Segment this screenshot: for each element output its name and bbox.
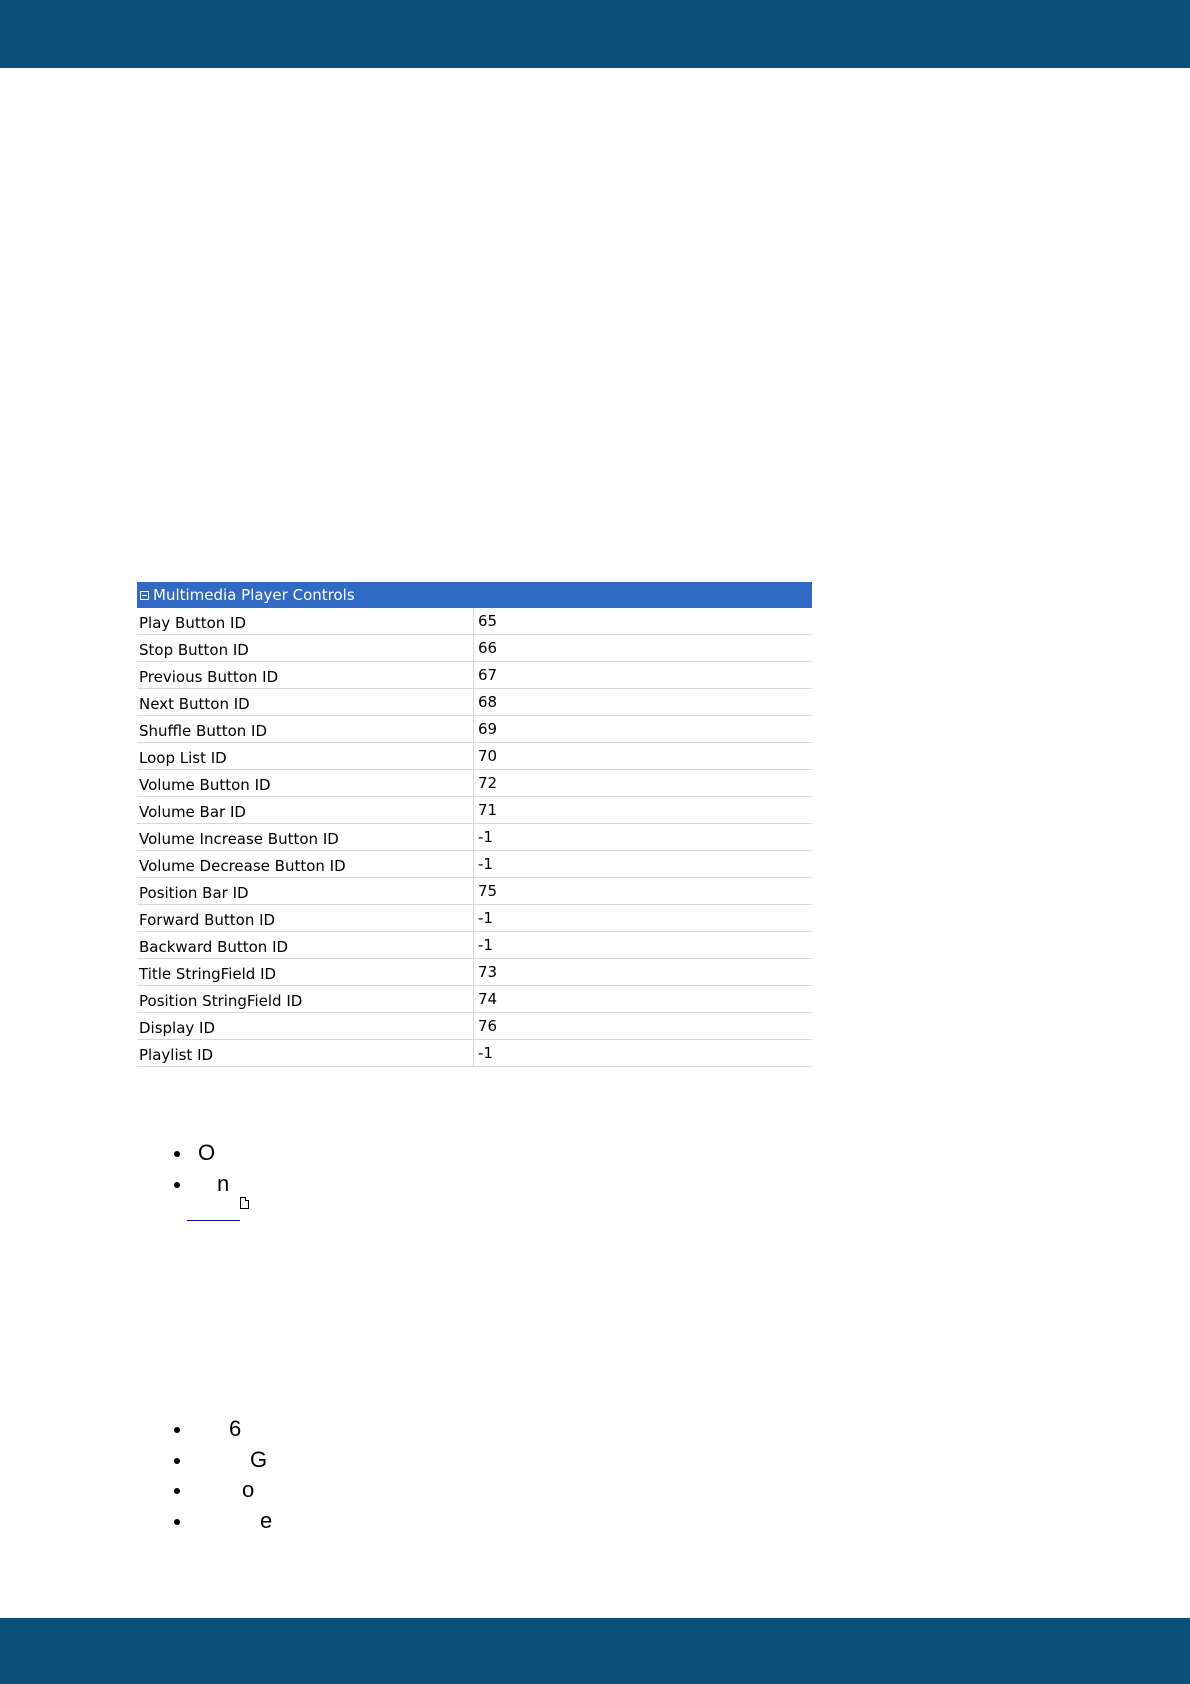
- property-value[interactable]: -1: [478, 828, 493, 846]
- bullet-icon: [174, 1519, 180, 1525]
- property-row[interactable]: [137, 689, 812, 716]
- property-row[interactable]: [137, 797, 812, 824]
- list-item-text: n: [217, 1170, 230, 1196]
- category-label: Multimedia Player Controls: [153, 586, 355, 604]
- property-value[interactable]: 74: [478, 990, 498, 1008]
- property-value[interactable]: 69: [478, 720, 498, 738]
- property-name: Loop List ID: [137, 743, 474, 769]
- bullet-icon: [174, 1151, 180, 1157]
- property-name: Next Button ID: [137, 689, 474, 715]
- bullet-icon: [174, 1488, 180, 1494]
- list-item-text: G: [250, 1446, 268, 1472]
- property-row[interactable]: [137, 932, 812, 959]
- property-row[interactable]: [137, 1013, 812, 1040]
- property-row[interactable]: [137, 851, 812, 878]
- property-value[interactable]: -1: [478, 936, 493, 954]
- property-value[interactable]: 67: [478, 666, 498, 684]
- property-name: Position Bar ID: [137, 878, 474, 904]
- list-item-text: o: [242, 1477, 255, 1502]
- property-row[interactable]: [137, 770, 812, 797]
- footer-band: [0, 1618, 1190, 1684]
- property-name: Play Button ID: [137, 608, 474, 634]
- property-grid: [137, 582, 812, 1067]
- property-name: Forward Button ID: [137, 905, 474, 931]
- list-item-text: O: [198, 1140, 216, 1165]
- property-name: Volume Bar ID: [137, 797, 474, 823]
- property-name: Backward Button ID: [137, 932, 474, 958]
- category-header[interactable]: [137, 582, 812, 608]
- property-name: Volume Increase Button ID: [137, 824, 474, 850]
- property-row[interactable]: [137, 608, 812, 635]
- property-row[interactable]: [137, 878, 812, 905]
- property-row[interactable]: [137, 716, 812, 743]
- header-band: [0, 0, 1190, 68]
- property-name: Playlist ID: [137, 1040, 474, 1066]
- property-row[interactable]: [137, 959, 812, 986]
- document-link[interactable]: [187, 1220, 240, 1221]
- collapse-icon[interactable]: [140, 591, 149, 600]
- property-row[interactable]: [137, 635, 812, 662]
- property-name: Position StringField ID: [137, 986, 474, 1012]
- list-item-text: 6: [229, 1416, 242, 1441]
- property-value[interactable]: 71: [478, 801, 498, 819]
- property-name: Stop Button ID: [137, 635, 474, 661]
- property-name: Title StringField ID: [137, 959, 474, 985]
- bullet-icon: [174, 1427, 180, 1433]
- list-item-text: e: [260, 1507, 273, 1533]
- property-row[interactable]: [137, 905, 812, 932]
- property-value[interactable]: 68: [478, 693, 498, 711]
- property-row[interactable]: [137, 743, 812, 770]
- property-name: Volume Decrease Button ID: [137, 851, 474, 877]
- property-value[interactable]: 73: [478, 963, 498, 981]
- property-name: Volume Button ID: [137, 770, 474, 796]
- property-value[interactable]: 76: [478, 1017, 498, 1035]
- property-value[interactable]: -1: [478, 855, 493, 873]
- property-row[interactable]: [137, 824, 812, 851]
- property-row[interactable]: [137, 662, 812, 689]
- property-value[interactable]: 72: [478, 774, 498, 792]
- property-rows: [137, 608, 812, 1067]
- bullet-icon: [174, 1458, 180, 1464]
- bullet-icon: [174, 1182, 180, 1188]
- property-value[interactable]: 66: [478, 639, 498, 657]
- property-row[interactable]: [137, 1040, 812, 1067]
- property-value[interactable]: 65: [478, 612, 498, 630]
- property-value[interactable]: -1: [478, 1044, 493, 1062]
- property-row[interactable]: [137, 986, 812, 1013]
- property-name: Previous Button ID: [137, 662, 474, 688]
- document-icon[interactable]: [240, 1197, 249, 1209]
- property-name: Display ID: [137, 1013, 474, 1039]
- property-value[interactable]: -1: [478, 909, 493, 927]
- property-value[interactable]: 70: [478, 747, 498, 765]
- property-name: Shuffle Button ID: [137, 716, 474, 742]
- property-value[interactable]: 75: [478, 882, 498, 900]
